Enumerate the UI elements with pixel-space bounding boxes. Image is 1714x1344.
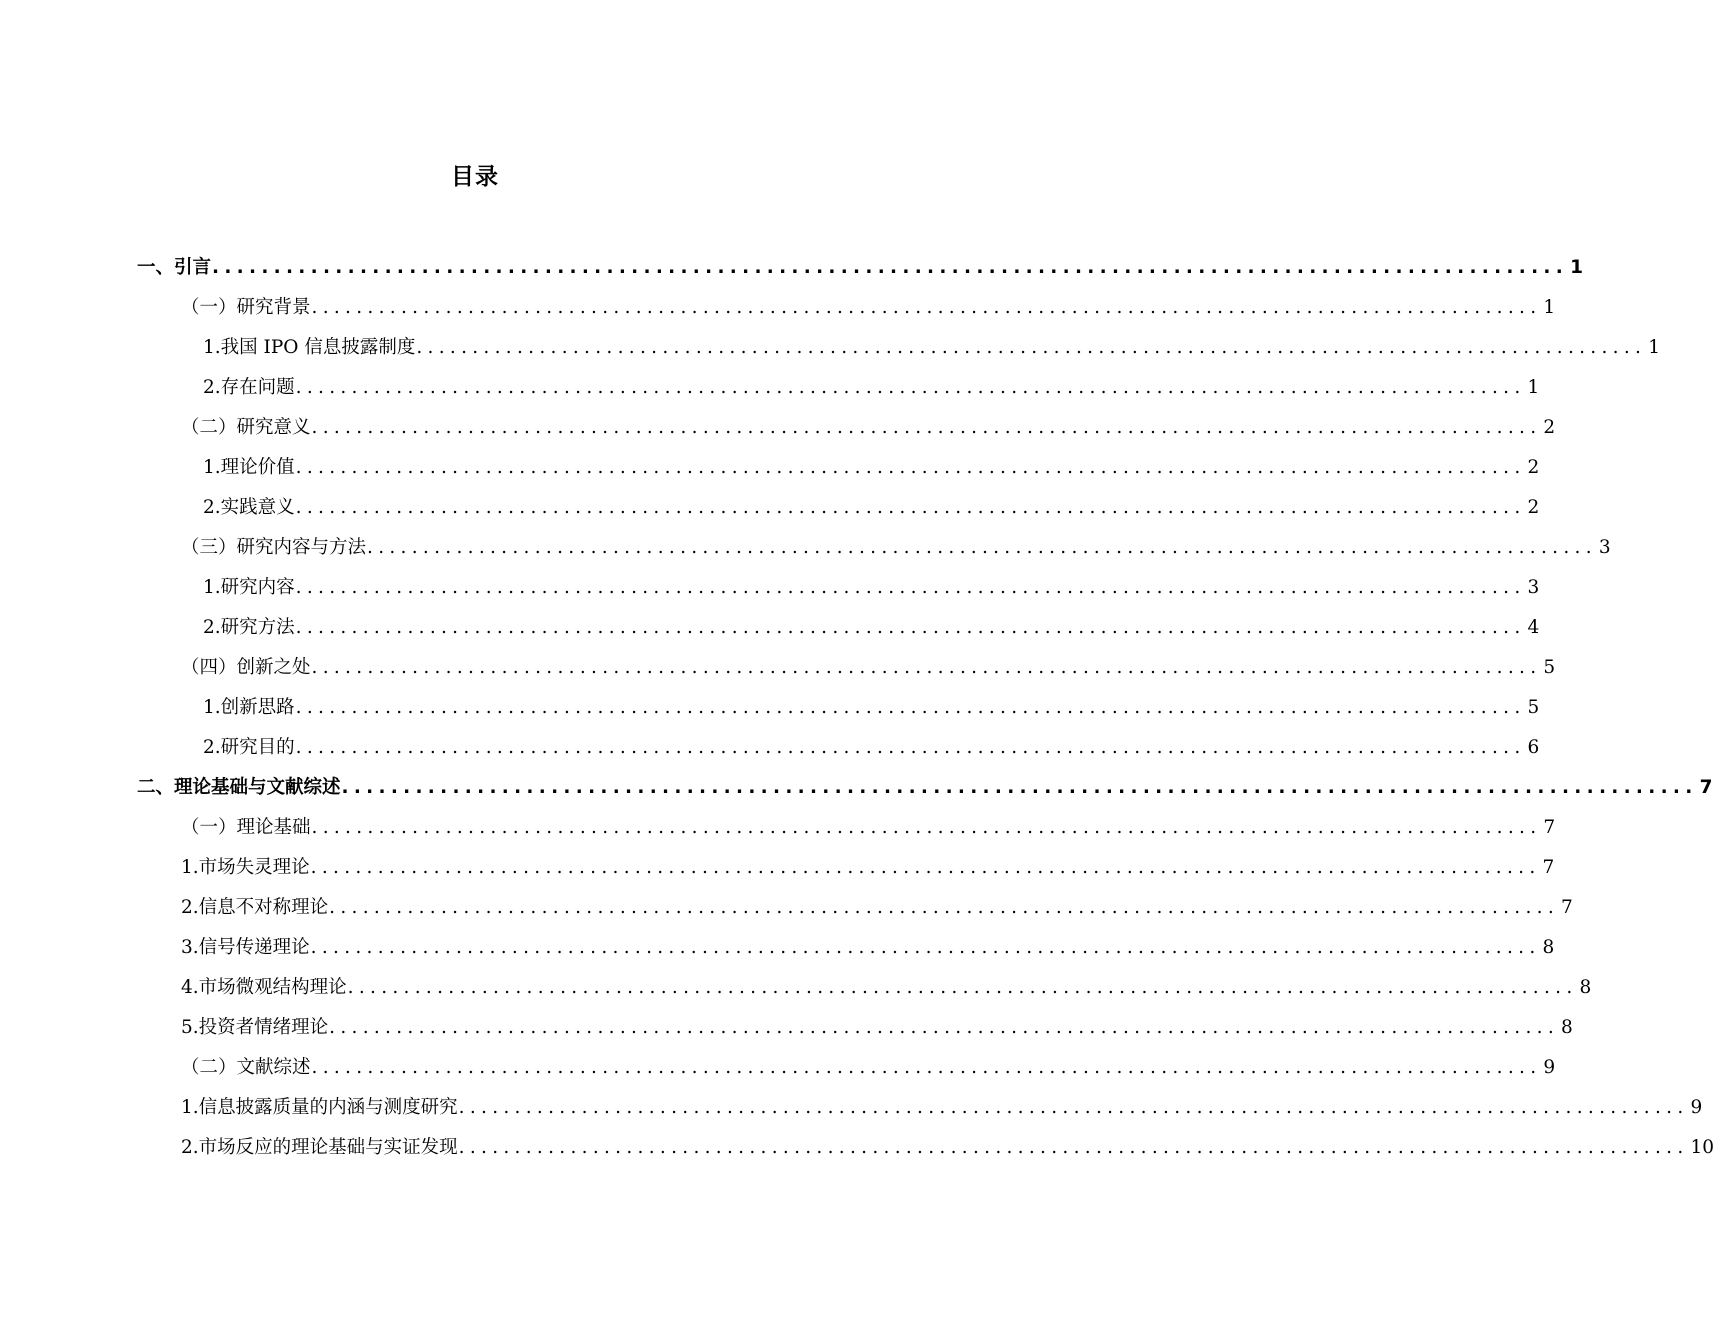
toc-page-number: 4	[1527, 617, 1540, 638]
toc-page-number: 8	[1561, 1017, 1573, 1038]
toc-page-number: 1	[1543, 297, 1556, 318]
toc-entry[interactable]	[203, 570, 1540, 606]
toc-leader-dots: ..............................................................................................................	[367, 537, 1597, 558]
toc-entry[interactable]	[203, 370, 1540, 406]
toc-entry-title: 1.创新思路	[203, 697, 295, 718]
toc-leader-dots: ..............................................................................................................	[310, 937, 1541, 958]
toc-page-number: 3	[1527, 577, 1540, 598]
toc-entry[interactable]	[203, 610, 1540, 646]
toc-entry[interactable]	[181, 650, 1556, 686]
toc-page-number: 2	[1527, 497, 1540, 518]
toc-leader-dots: ..............................................................................................................	[295, 377, 1526, 398]
toc-leader-dots: ..............................................................................................................	[295, 697, 1526, 718]
toc-page-number: 7	[1699, 777, 1713, 798]
toc-page-number: 8	[1542, 937, 1555, 958]
toc-leader-dots: ..............................................................................................................	[458, 1097, 1689, 1118]
toc-leader-dots: ..............................................................................................................	[311, 417, 1542, 438]
toc-leader-dots: ..............................................................................................................	[416, 337, 1647, 358]
toc-entry-title: 2.实践意义	[203, 497, 295, 518]
toc-leader-dots: ..............................................................................................................	[311, 1057, 1542, 1078]
toc-leader-dots: ..............................................................................................................	[329, 897, 1560, 918]
toc-entry-title: 2.研究目的	[203, 737, 295, 758]
toc-leader-dots: ..............................................................................................................	[341, 777, 1698, 798]
toc-entry[interactable]	[137, 250, 1583, 286]
toc-entry-title: 1.研究内容	[203, 577, 295, 598]
toc-leader-dots: ..............................................................................................................	[295, 497, 1526, 518]
toc-entry-title: 5.投资者情绪理论	[181, 1017, 329, 1038]
page-title: 目录	[451, 164, 499, 190]
toc-entry-title: （三）研究内容与方法	[181, 537, 367, 558]
toc-entry[interactable]	[181, 1090, 1703, 1126]
toc-entry[interactable]	[181, 1010, 1573, 1046]
toc-entry[interactable]	[181, 1130, 1714, 1166]
toc-leader-dots: ..............................................................................................................	[295, 457, 1526, 478]
toc-entry[interactable]	[203, 330, 1660, 366]
toc-entry[interactable]	[181, 290, 1556, 326]
toc-leader-dots: ..............................................................................................................	[311, 297, 1542, 318]
toc-entry[interactable]	[203, 730, 1540, 766]
toc-page-number: 3	[1598, 537, 1611, 558]
toc-page-number: 2	[1527, 457, 1540, 478]
toc-entry-title: 1.信息披露质量的内涵与测度研究	[181, 1097, 458, 1118]
toc-leader-dots: ..............................................................................................................	[212, 257, 1569, 278]
toc-entry[interactable]	[181, 930, 1555, 966]
toc-leader-dots: ..............................................................................................................	[329, 1017, 1560, 1038]
toc-page-number: 1	[1648, 337, 1660, 358]
toc-page-number: 5	[1543, 657, 1556, 678]
toc-entry[interactable]	[181, 810, 1556, 846]
toc-entry-title: 2.研究方法	[203, 617, 295, 638]
toc-entry-title: （四）创新之处	[181, 657, 311, 678]
toc-page-number: 7	[1561, 897, 1573, 918]
toc-entry[interactable]	[181, 970, 1592, 1006]
toc-entry[interactable]	[181, 890, 1573, 926]
toc-entry-title: 3.信号传递理论	[181, 937, 310, 958]
toc-page-number: 5	[1527, 697, 1540, 718]
toc-entry-title: 4.市场微观结构理论	[181, 977, 347, 998]
toc-entry-title: 一、引言	[137, 257, 212, 278]
toc-entry-title: 2.市场反应的理论基础与实证发现	[181, 1137, 458, 1158]
toc-entry[interactable]	[181, 850, 1555, 886]
toc-leader-dots: ..............................................................................................................	[295, 737, 1526, 758]
toc-leader-dots: ..............................................................................................................	[458, 1137, 1689, 1158]
toc-leader-dots: ..............................................................................................................	[347, 977, 1578, 998]
toc-page-number: 9	[1690, 1097, 1703, 1118]
toc-entry-title: 1.理论价值	[203, 457, 295, 478]
toc-entry[interactable]	[203, 490, 1540, 526]
toc-entry-title: （二）文献综述	[181, 1057, 311, 1078]
toc-leader-dots: ..............................................................................................................	[295, 617, 1526, 638]
toc-entry[interactable]	[181, 410, 1556, 446]
toc-leader-dots: ..............................................................................................................	[295, 577, 1526, 598]
toc-leader-dots: ..............................................................................................................	[311, 657, 1542, 678]
toc-page-number: 8	[1579, 977, 1592, 998]
toc-entry-title: 2.信息不对称理论	[181, 897, 329, 918]
toc-page-number: 1	[1527, 377, 1540, 398]
toc-page-number: 9	[1543, 1057, 1556, 1078]
toc-entry-title: （一）理论基础	[181, 817, 311, 838]
toc-page-number: 2	[1543, 417, 1556, 438]
toc-leader-dots: ..............................................................................................................	[310, 857, 1541, 878]
toc-entry-title: （二）研究意义	[181, 417, 311, 438]
toc-entry-title: 二、理论基础与文献综述	[137, 777, 341, 798]
toc-page-number: 1	[1570, 257, 1583, 278]
toc-page-number: 7	[1542, 857, 1555, 878]
toc-page-number: 6	[1527, 737, 1540, 758]
toc-entry-title: （一）研究背景	[181, 297, 311, 318]
toc-entry-title: 1.我国 IPO 信息披露制度	[203, 337, 416, 358]
toc-entry[interactable]	[137, 770, 1713, 806]
toc-leader-dots: ..............................................................................................................	[311, 817, 1542, 838]
toc-entry-title: 1.市场失灵理论	[181, 857, 310, 878]
toc-entry[interactable]	[203, 450, 1540, 486]
toc-entry[interactable]	[181, 530, 1611, 566]
toc-entry[interactable]	[203, 690, 1540, 726]
toc-entry-title: 2.存在问题	[203, 377, 295, 398]
toc-page-number: 7	[1543, 817, 1556, 838]
toc-page-number: 10	[1690, 1137, 1714, 1158]
toc-entry[interactable]	[181, 1050, 1556, 1086]
